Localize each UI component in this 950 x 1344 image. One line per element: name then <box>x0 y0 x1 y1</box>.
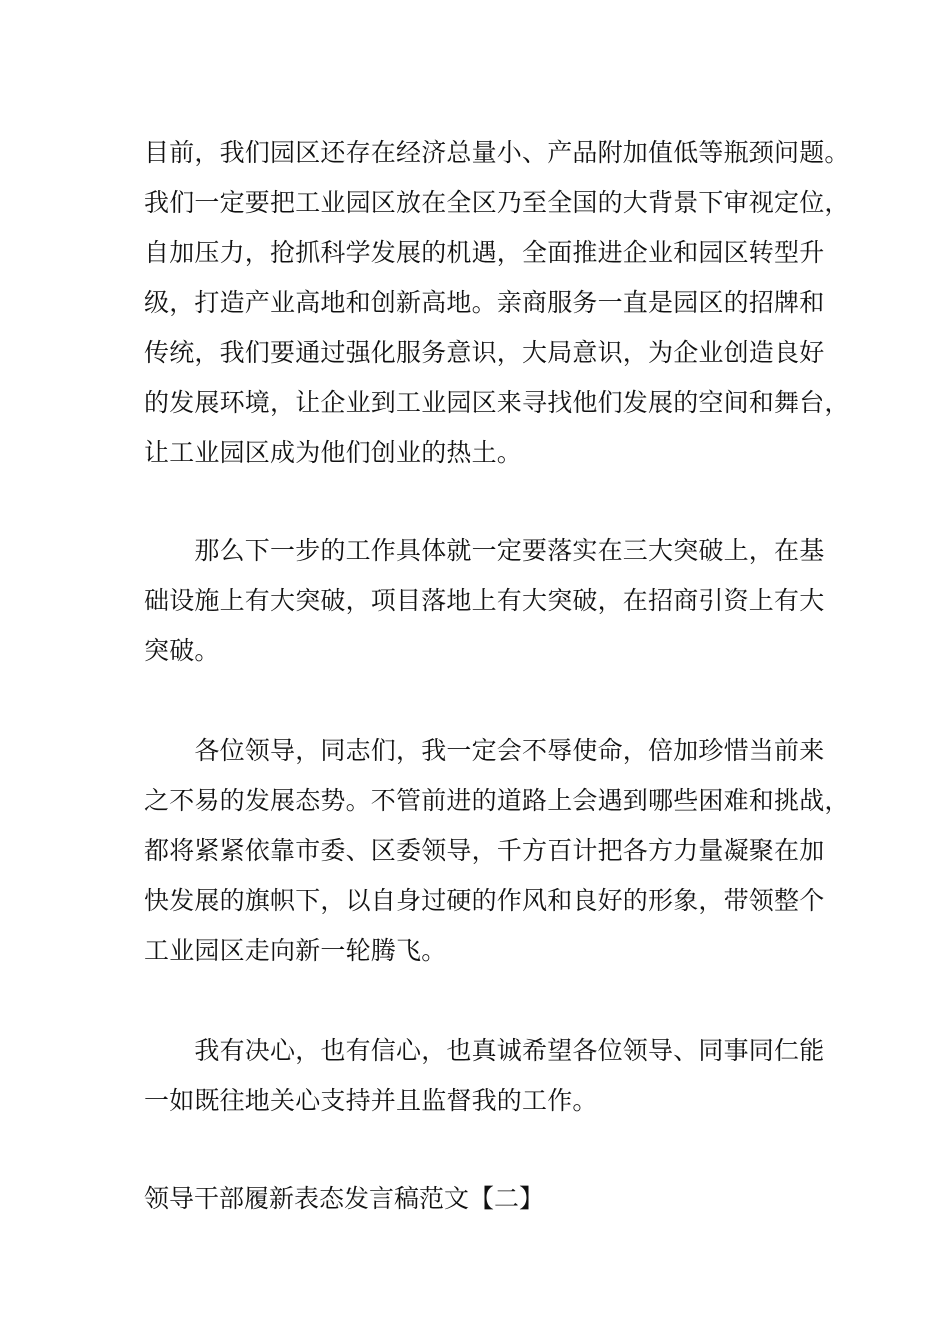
paragraph-1 <box>144 128 850 478</box>
paragraph-line: 让工业园区成为他们创业的热土。 <box>144 438 523 467</box>
paragraph-2 <box>144 526 824 676</box>
paragraph-4 <box>144 1026 824 1126</box>
paragraph-line: 工业园区走向新一轮腾飞。 <box>144 936 447 965</box>
section-heading: 领导干部履新表态发言稿范文【二】 <box>144 1184 545 1213</box>
paragraph-line: 一如既往地关心支持并且监督我的工作。 <box>144 1086 598 1115</box>
paragraph-line: 那么下一步的工作具体就一定要落实在三大突破上，在基 <box>144 536 825 565</box>
paragraph-line: 各位领导，同志们，我一定会不辱使命，倍加珍惜当前来 <box>144 736 825 765</box>
paragraph-line: 都将紧紧依靠市委、区委领导，千方百计把各方力量凝聚在加 <box>144 836 825 865</box>
paragraph-line: 传统，我们要通过强化服务意识，大局意识，为企业创造良好 <box>144 338 825 367</box>
paragraph-line: 我们一定要把工业园区放在全区乃至全国的大背景下审视定位， <box>144 188 850 217</box>
paragraph-line: 突破。 <box>144 636 220 665</box>
paragraph-line: 的发展环境，让企业到工业园区来寻找他们发展的空间和舞台， <box>144 388 850 417</box>
paragraph-line: 快发展的旗帜下，以自身过硬的作风和良好的形象，带领整个 <box>144 886 825 915</box>
paragraph-line: 目前，我们园区还存在经济总量小、产品附加值低等瓶颈问题。 <box>144 138 850 167</box>
paragraph-line: 础设施上有大突破，项目落地上有大突破，在招商引资上有大 <box>144 586 825 615</box>
paragraph-line: 自加压力，抢抓科学发展的机遇，全面推进企业和园区转型升 <box>144 238 825 267</box>
paragraph-line: 级，打造产业高地和创新高地。亲商服务一直是园区的招牌和 <box>144 288 825 317</box>
paragraph-3 <box>144 726 850 976</box>
paragraph-line: 我有决心，也有信心，也真诚希望各位领导、同事同仁能 <box>144 1036 825 1065</box>
paragraph-line: 之不易的发展态势。不管前进的道路上会遇到哪些困难和挑战， <box>144 786 850 815</box>
